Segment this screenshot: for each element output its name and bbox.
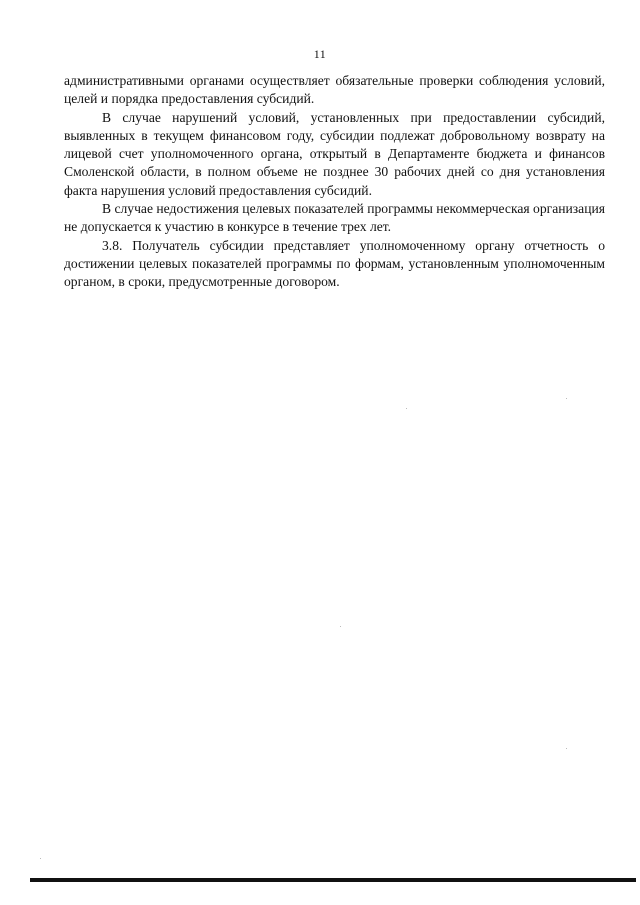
paragraph-target-not-achieved: В случае недостижения целевых показателей программы некоммерческая организация не допускается к участию в конкурсе в течение трех лет. — [64, 201, 605, 235]
scan-speck — [406, 408, 407, 409]
scan-speck — [340, 626, 341, 627]
scan-speck — [566, 748, 567, 749]
paragraph-violation-refund: В случае нарушений условий, установленных при предоставлении субсидий, выявленных в текущем финансовом году, субсидии подлежат добровольному возврату на лицевой счет уполномоченного органа, открытый в Департаменте бюджета и финансов Смоленской области, в полном объеме не позднее 30 рабочих дней со дня установления факта нарушения условий предоставления субсидий. — [64, 109, 605, 198]
bottom-border-line — [30, 878, 636, 882]
paragraph-reporting: 3.8. Получатель субсидии представляет уполномоченному органу отчетность о достижении целевых показателей программы по формам, установленным уполномоченным органом, в сроки, предусмотренные договором. — [64, 237, 605, 290]
scan-speck — [566, 398, 567, 399]
document-body — [64, 72, 605, 292]
scan-speck — [40, 858, 41, 859]
page-number: 11 — [313, 47, 327, 61]
paragraph-continuation: административными органами осуществляет обязательные проверки соблюдения условий, целей и порядка предоставления субсидий. — [64, 73, 605, 107]
